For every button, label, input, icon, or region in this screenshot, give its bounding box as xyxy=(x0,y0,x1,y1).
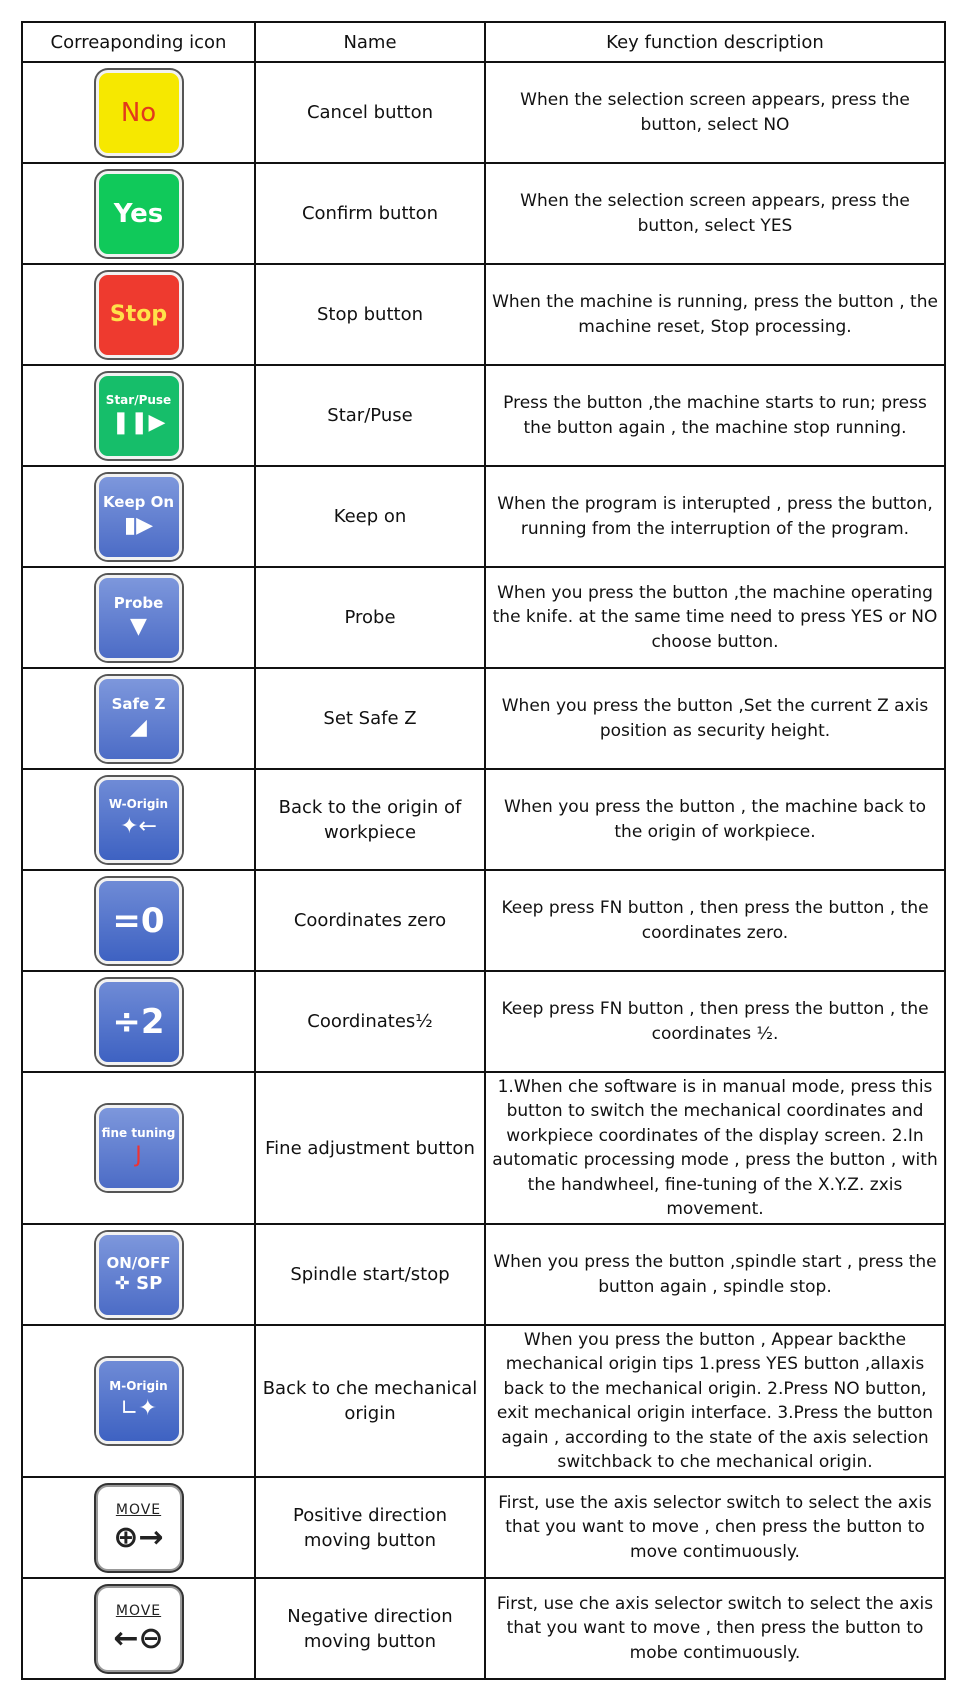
table-row xyxy=(22,870,945,971)
row-description: When you press the button ,spindle start , press the button again , spindle stop. xyxy=(485,1224,945,1325)
icon-cell xyxy=(22,1072,255,1224)
move-negative-key-icon xyxy=(96,1586,182,1672)
arrow-left-minus-icon: ←⊖ xyxy=(113,1620,164,1656)
row-name: Positive direction moving button xyxy=(255,1477,485,1578)
tool-probe-icon: ▼ xyxy=(130,613,147,639)
key-label: Stop xyxy=(109,302,168,327)
row-name: Coordinates½ xyxy=(255,971,485,1072)
key-label: M-Origin xyxy=(109,1378,168,1393)
header-description: Key function description xyxy=(485,22,945,62)
probe-key-icon xyxy=(96,575,182,661)
key-label: Yes xyxy=(113,198,164,229)
row-name: Stop button xyxy=(255,264,485,365)
fine-adjust-icon: J xyxy=(135,1142,142,1168)
key-label: No xyxy=(120,97,157,128)
row-description: When you press the button ,the machine operating the knife. at the same time need to press YES or NO choose button. xyxy=(485,567,945,668)
row-name: Star/Puse xyxy=(255,365,485,466)
key-function-table-wrapper xyxy=(21,21,946,1680)
half-key-icon xyxy=(96,979,182,1065)
table-row xyxy=(22,1224,945,1325)
safe-z-key-icon xyxy=(96,676,182,762)
spindle-row xyxy=(115,1272,163,1296)
key-label: MOVE xyxy=(115,1602,162,1619)
table-row xyxy=(22,466,945,567)
row-name: Probe xyxy=(255,567,485,668)
table-row xyxy=(22,163,945,264)
row-name: Negative direction moving button xyxy=(255,1578,485,1679)
table-row xyxy=(22,264,945,365)
table-row xyxy=(22,971,945,1072)
play-pause-icon: ❚❚▶ xyxy=(111,410,166,435)
key-label: Safe Z xyxy=(111,694,166,713)
row-name: Cancel button xyxy=(255,62,485,163)
start-pause-key-icon xyxy=(96,373,182,459)
table-header-row xyxy=(22,22,945,62)
row-description: When the selection screen appears, press the button, select NO xyxy=(485,62,945,163)
spindle-icon: ✜ xyxy=(114,1272,130,1294)
key-label: Keep On xyxy=(102,492,175,511)
row-description: When the program is interupted , press the button, running from the interruption of the program. xyxy=(485,466,945,567)
no-key-icon xyxy=(96,70,182,156)
row-description: When you press the button , the machine back to the origin of workpiece. xyxy=(485,769,945,870)
key-label: ÷2 xyxy=(112,1001,165,1042)
row-description: Keep press FN button , then press the button , the coordinates ½. xyxy=(485,971,945,1072)
icon-cell xyxy=(22,870,255,971)
icon-cell xyxy=(22,567,255,668)
table-row xyxy=(22,567,945,668)
icon-cell xyxy=(22,971,255,1072)
spindle-key-icon xyxy=(96,1232,182,1318)
key-sub-label: SP xyxy=(136,1272,163,1294)
table-row xyxy=(22,668,945,769)
yes-key-icon xyxy=(96,171,182,257)
icon-cell xyxy=(22,264,255,365)
icon-cell xyxy=(22,1325,255,1477)
plus-arrow-right-icon: ⊕→ xyxy=(113,1519,164,1555)
icon-cell xyxy=(22,1578,255,1679)
table-row xyxy=(22,769,945,870)
resume-icon: ▮▶ xyxy=(123,512,154,538)
fine-tuning-key-icon xyxy=(96,1105,182,1191)
icon-cell xyxy=(22,769,255,870)
row-name: Confirm button xyxy=(255,163,485,264)
key-label: W-Origin xyxy=(108,797,169,811)
key-function-table xyxy=(21,21,946,1680)
m-origin-key-icon xyxy=(96,1358,182,1444)
key-label: Star/Puse xyxy=(105,393,172,407)
row-name: Set Safe Z xyxy=(255,668,485,769)
key-label: =0 xyxy=(112,900,165,941)
key-label: ON/OFF xyxy=(106,1253,171,1272)
row-description: When you press the button , Appear backthe mechanical origin tips 1.press YES button ,allaxis back to the mechanical origin. 2.Press NO button, exit mechanical origin interface. 3.Press the button again , according to the state of the axis selection switchback to che mechanical origin. xyxy=(485,1325,945,1477)
table-row xyxy=(22,1477,945,1578)
w-origin-key-icon xyxy=(96,777,182,863)
table-row xyxy=(22,1325,945,1477)
row-description: When you press the button ,Set the current Z axis position as security height. xyxy=(485,668,945,769)
icon-cell xyxy=(22,466,255,567)
table-row xyxy=(22,62,945,163)
row-name: Back to the origin of workpiece xyxy=(255,769,485,870)
origin-target-icon: ✦← xyxy=(120,814,157,839)
key-label: fine tuning xyxy=(101,1125,176,1140)
row-name: Fine adjustment button xyxy=(255,1072,485,1224)
row-name: Keep on xyxy=(255,466,485,567)
row-description: When the selection screen appears, press the button, select YES xyxy=(485,163,945,264)
key-label: MOVE xyxy=(115,1501,162,1518)
move-positive-key-icon xyxy=(96,1485,182,1571)
icon-cell xyxy=(22,365,255,466)
table-row xyxy=(22,365,945,466)
safe-height-icon: ◢ xyxy=(130,714,147,740)
row-description: First, use the axis selector switch to select the axis that you want to move , chen press the button to move contimuously. xyxy=(485,1477,945,1578)
icon-cell xyxy=(22,1477,255,1578)
row-name: Back to che mechanical origin xyxy=(255,1325,485,1477)
row-description: When the machine is running, press the button , the machine reset, Stop processing. xyxy=(485,264,945,365)
icon-cell xyxy=(22,668,255,769)
row-name: Coordinates zero xyxy=(255,870,485,971)
icon-cell xyxy=(22,1224,255,1325)
header-name: Name xyxy=(255,22,485,62)
machine-origin-icon: ∟✦ xyxy=(120,1395,157,1421)
row-description: 1.When che software is in manual mode, press this button to switch the mechanical coordinates and workpiece coordinates of the display screen. 2.In automatic processing mode , press the button , with the handwheel, fine-tuning of the X.Y.Z. zxis movement. xyxy=(485,1072,945,1224)
table-row xyxy=(22,1578,945,1679)
row-description: First, use che axis selector switch to select the axis that you want to move , then press the button to mobe contimuously. xyxy=(485,1578,945,1679)
icon-cell xyxy=(22,62,255,163)
row-description: Keep press FN button , then press the button , the coordinates zero. xyxy=(485,870,945,971)
row-description: Press the button ,the machine starts to run; press the button again , the machine stop running. xyxy=(485,365,945,466)
keep-on-key-icon xyxy=(96,474,182,560)
zero-key-icon xyxy=(96,878,182,964)
row-name: Spindle start/stop xyxy=(255,1224,485,1325)
table-row xyxy=(22,1072,945,1224)
stop-key-icon xyxy=(96,272,182,358)
header-icon: Correaponding icon xyxy=(22,22,255,62)
key-label: Probe xyxy=(113,593,164,612)
icon-cell xyxy=(22,163,255,264)
